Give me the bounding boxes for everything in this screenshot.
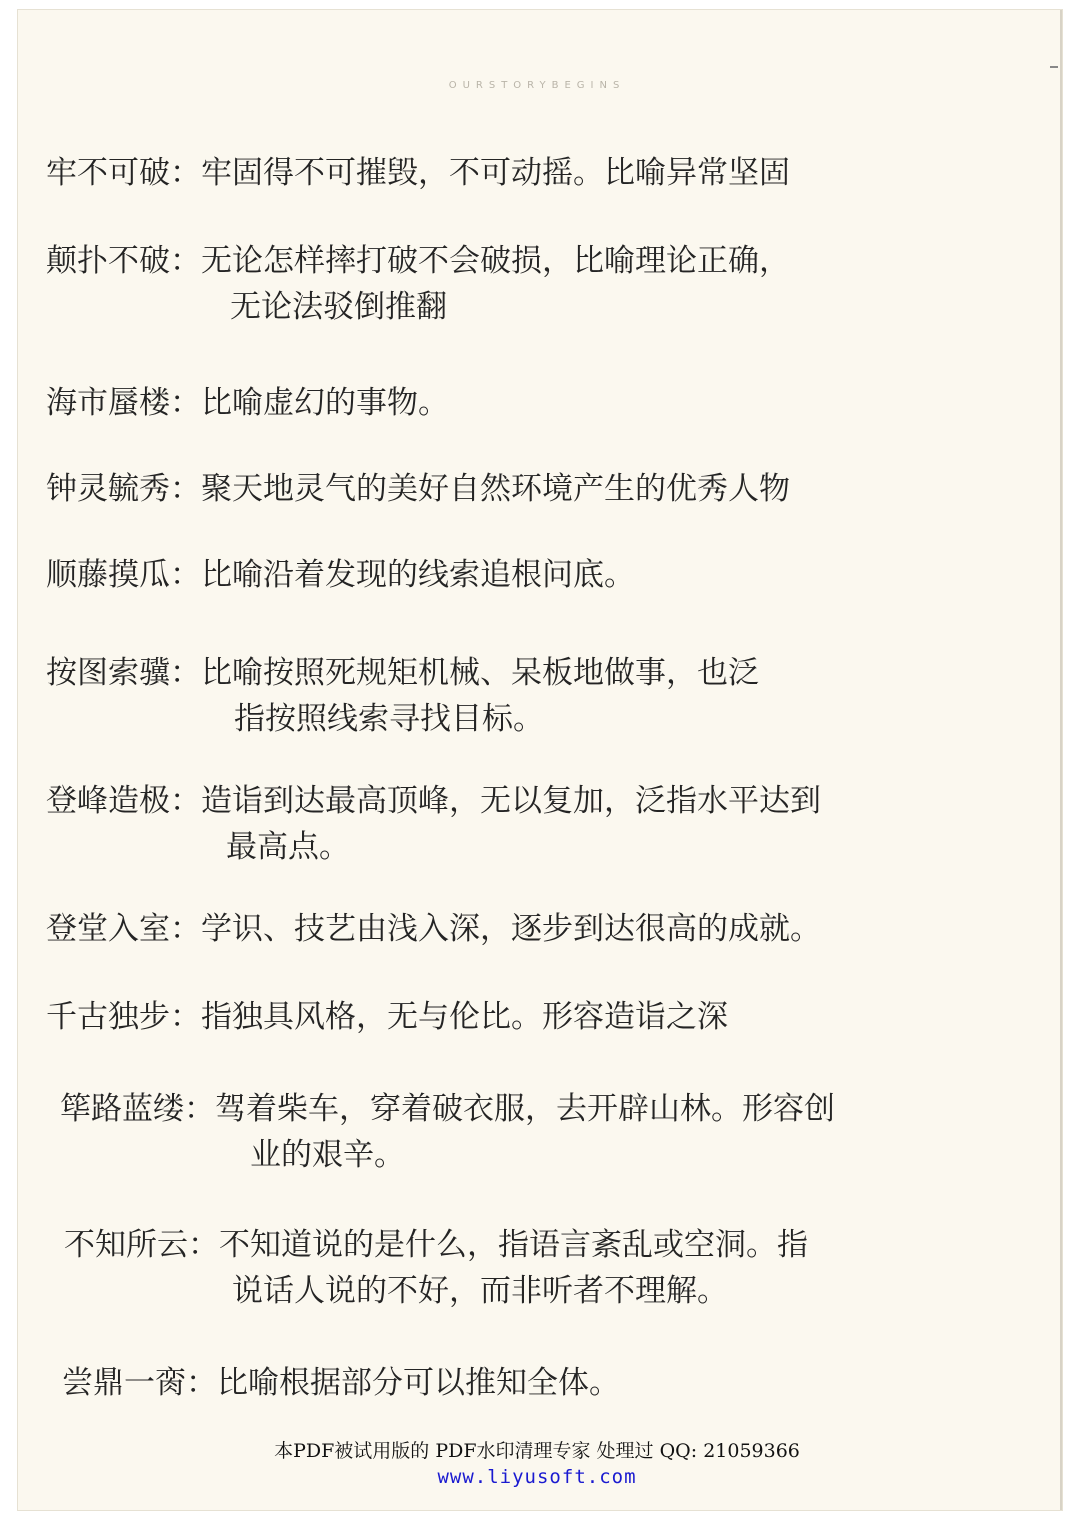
idiom-entry: 千古独步：指独具风格，无与伦比。形容造诣之深 [46,999,728,1035]
idiom-definition: 驾着柴车，穿着破衣服，去开辟山林。形容创 [215,1091,835,1127]
idiom-definition: 造诣到达最高顶峰，无以复加，泛指水平达到 [201,783,821,819]
idiom-definition: 指独具风格，无与伦比。形容造诣之深 [201,999,728,1035]
idiom-term: 按图索骥 [46,655,170,691]
idiom-definition: 比喻根据部分可以推知全体。 [217,1365,620,1401]
idiom-definition: 聚天地灵气的美好自然环境产生的优秀人物 [201,471,790,507]
idiom-definition: 不知道说的是什么，指语言紊乱或空洞。指 [219,1227,808,1263]
idiom-definition-cont: 指按照线索寻找目标。 [234,701,544,737]
idiom-term: 登堂入室 [46,911,170,947]
idiom-entry: 顺藤摸瓜：比喻沿着发现的线索追根问底。 [46,557,635,593]
idiom-definition: 学识、技艺由浅入深，逐步到达很高的成就。 [201,911,821,947]
idiom-entry: 登峰造极：造诣到达最高顶峰，无以复加，泛指水平达到 最高点。 [46,778,1026,870]
idiom-term: 海市蜃楼 [46,385,170,421]
idiom-entry: 不知所云：不知道说的是什么，指语言紊乱或空洞。指 说话人说的不好，而非听者不理解。 [64,1222,1044,1314]
idiom-entry: 按图索骥：比喻按照死规矩机械、呆板地做事，也泛 指按照线索寻找目标。 [46,650,1026,742]
idiom-term: 钟灵毓秀 [46,471,170,507]
idiom-entry: 登堂入室：学识、技艺由浅入深，逐步到达很高的成就。 [46,911,821,947]
idiom-term: 尝鼎一脔 [62,1365,186,1401]
idiom-entry: 牢不可破：牢固得不可摧毁，不可动摇。比喻异常坚固 [46,155,790,191]
idiom-entry: 颠扑不破：无论怎样摔打破不会破损，比喻理论正确， 无论法驳倒推翻 [46,238,1026,330]
idiom-entry: 钟灵毓秀：聚天地灵气的美好自然环境产生的优秀人物 [46,471,790,507]
idiom-definition: 无论怎样摔打破不会破损，比喻理论正确， [201,243,790,279]
idiom-definition: 比喻沿着发现的线索追根问底。 [201,557,635,593]
page-edge [1060,10,1062,1510]
idiom-term: 千古独步 [46,999,170,1035]
idiom-definition: 牢固得不可摧毁，不可动摇。比喻异常坚固 [201,155,790,191]
watermark-url: www.liyusoft.com [437,1466,637,1488]
idiom-definition-cont: 业的艰辛。 [250,1137,405,1173]
idiom-term: 登峰造极 [46,783,170,819]
idiom-definition-cont: 最高点。 [226,829,350,865]
watermark-notice: 本PDF被试用版的 PDF水印清理专家 处理过 QQ: 21059366 [274,1440,800,1462]
idiom-definition-cont: 无论法驳倒推翻 [230,289,447,325]
idiom-entry: 尝鼎一脔：比喻根据部分可以推知全体。 [62,1365,620,1401]
idiom-term: 筚路蓝缕 [60,1091,184,1127]
notebook-header: OURSTORYBEGINS [448,80,626,91]
idiom-definition-cont: 说话人说的不好，而非听者不理解。 [232,1273,728,1309]
idiom-entry: 筚路蓝缕：驾着柴车，穿着破衣服，去开辟山林。形容创 业的艰辛。 [60,1086,1040,1178]
edge-mark [1050,66,1058,68]
idiom-entry: 海市蜃楼：比喻虚幻的事物。 [46,385,449,421]
idiom-term: 颠扑不破 [46,243,170,279]
idiom-term: 牢不可破 [46,155,170,191]
idiom-definition: 比喻按照死规矩机械、呆板地做事，也泛 [201,655,759,691]
idiom-definition: 比喻虚幻的事物。 [201,385,449,421]
idiom-term: 不知所云 [64,1227,188,1263]
idiom-term: 顺藤摸瓜 [46,557,170,593]
